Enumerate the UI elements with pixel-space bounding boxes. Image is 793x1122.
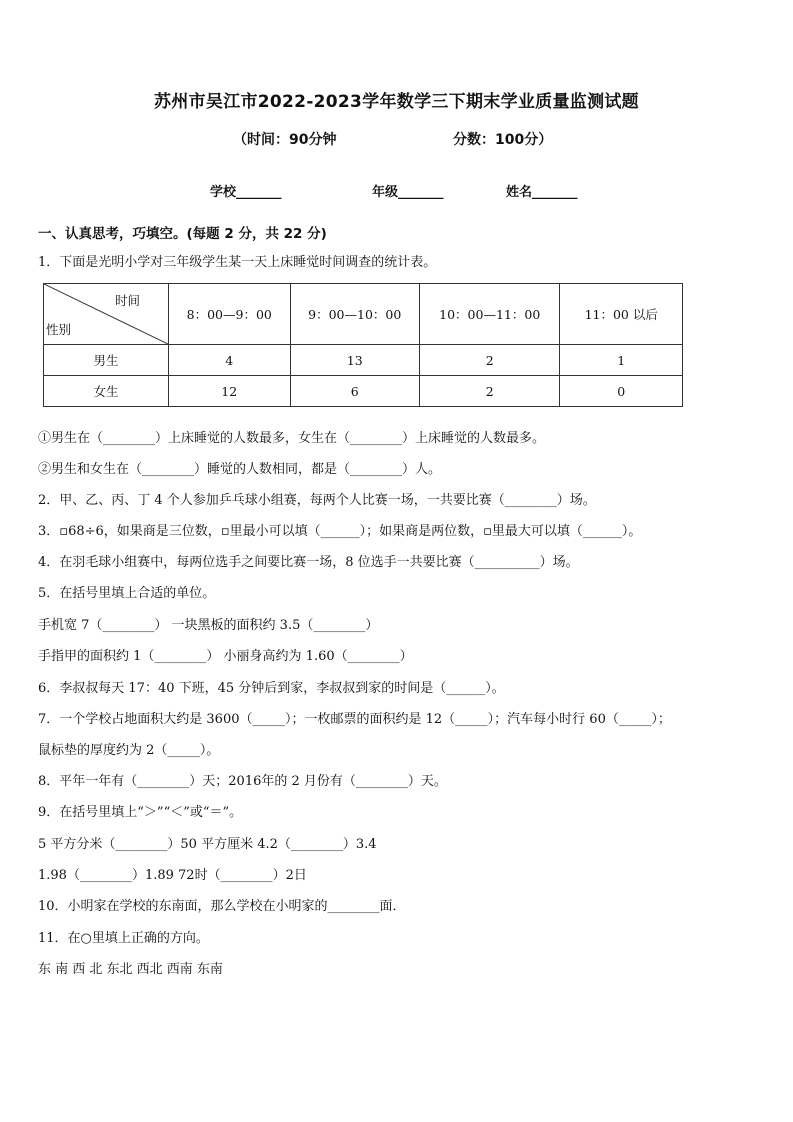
section-heading: 一、认真思考，巧填空。(每题 2 分，共 22 分) <box>38 226 327 242</box>
total-score: 分数：100分） <box>453 132 553 148</box>
question-line: 5．在括号里填上合适的单位。 <box>38 586 216 601</box>
question-line: 10．小明家在学校的东南面，那么学校在小明家的________面． <box>38 899 406 914</box>
table-header-row <box>44 284 683 345</box>
time-limit: （时间：90分钟 <box>233 132 337 148</box>
question-line: 11．在○里填上正确的方向。 <box>38 931 209 946</box>
question-line: ①男生在（________）上床睡觉的人数最多，女生在（________）上床睡觉的人数最多。 <box>38 431 546 446</box>
table-cell: 1 <box>560 345 683 376</box>
table-cell: 12 <box>169 376 291 407</box>
table-cell: 2 <box>420 345 560 376</box>
table-row <box>44 376 683 407</box>
table-row <box>44 345 683 376</box>
question-line: 手机宽 7（________） 一块黑板的面积约 3.5（________） <box>38 618 379 633</box>
student-info <box>0 181 793 203</box>
table-cell: 6 <box>290 376 420 407</box>
column-header: 11：00 以后 <box>560 284 683 345</box>
column-header: 10：00—11：00 <box>420 284 560 345</box>
corner-label-gender: 性别 <box>46 322 72 337</box>
question-line: 4．在羽毛球小组赛中，每两位选手之间要比赛一场，8 位选手一共要比赛（__________）场。 <box>38 555 579 570</box>
table-corner-cell <box>44 284 169 345</box>
school-field: 学校_______ <box>210 185 282 200</box>
question-line: 手指甲的面积约 1（________） 小丽身高约为 1.60（________） <box>38 649 413 664</box>
question-line: 鼠标垫的厚度约为 2（_____）。 <box>38 743 220 758</box>
question-line: 7．一个学校占地面积大约是 3600（_____）；一枚邮票的面积约是 12（_____）；汽车每小时行 60（_____）； <box>38 712 671 727</box>
table-cell: 2 <box>420 376 560 407</box>
question-line: 东 南 西 北 东北 西北 西南 东南 <box>38 962 223 977</box>
question-line: 2．甲、乙、丙、丁 4 个人参加乒乓球小组赛，每两个人比赛一场，一共要比赛（________）场。 <box>38 493 596 508</box>
table-cell: 13 <box>290 345 420 376</box>
question-line: 1.98（________）1.89 72时（________）2日 <box>38 868 307 883</box>
question-line: 8．平年一年有（________）天；2016年的 2 月份有（________）天。 <box>38 774 447 789</box>
table-cell: 4 <box>169 345 291 376</box>
corner-label-time: 时间 <box>114 293 140 308</box>
question-line: 9．在括号里填上“＞”“＜”或“＝”。 <box>38 805 243 820</box>
page-title: 苏州市吴江市2022-2023学年数学三下期末学业质量监测试题 <box>154 92 639 112</box>
name-field: 姓名_______ <box>506 185 578 200</box>
question-line: 6．李叔叔每天 17：40 下班，45 分钟后到家，李叔叔到家的时间是（______）。 <box>38 681 505 696</box>
table-cell: 0 <box>560 376 683 407</box>
question-line: 5 平方分米（________）50 平方厘米 4.2（________）3.4 <box>38 837 377 852</box>
question-line: 3．▫68÷6，如果商是三位数，▫里最小可以填（______）；如果商是两位数，▫里最大可以填（______）。 <box>38 524 642 539</box>
row-label: 男生 <box>44 345 169 376</box>
question-1: 1．下面是光明小学对三年级学生某一天上床睡觉时间调查的统计表。 <box>38 255 437 270</box>
grade-field: 年级_______ <box>372 185 444 200</box>
question-line: ②男生和女生在（________）睡觉的人数相同，都是（________）人。 <box>38 462 442 477</box>
row-label: 女生 <box>44 376 169 407</box>
stats-table <box>43 283 683 407</box>
column-header: 8：00—9：00 <box>169 284 291 345</box>
column-header: 9：00—10：00 <box>290 284 420 345</box>
